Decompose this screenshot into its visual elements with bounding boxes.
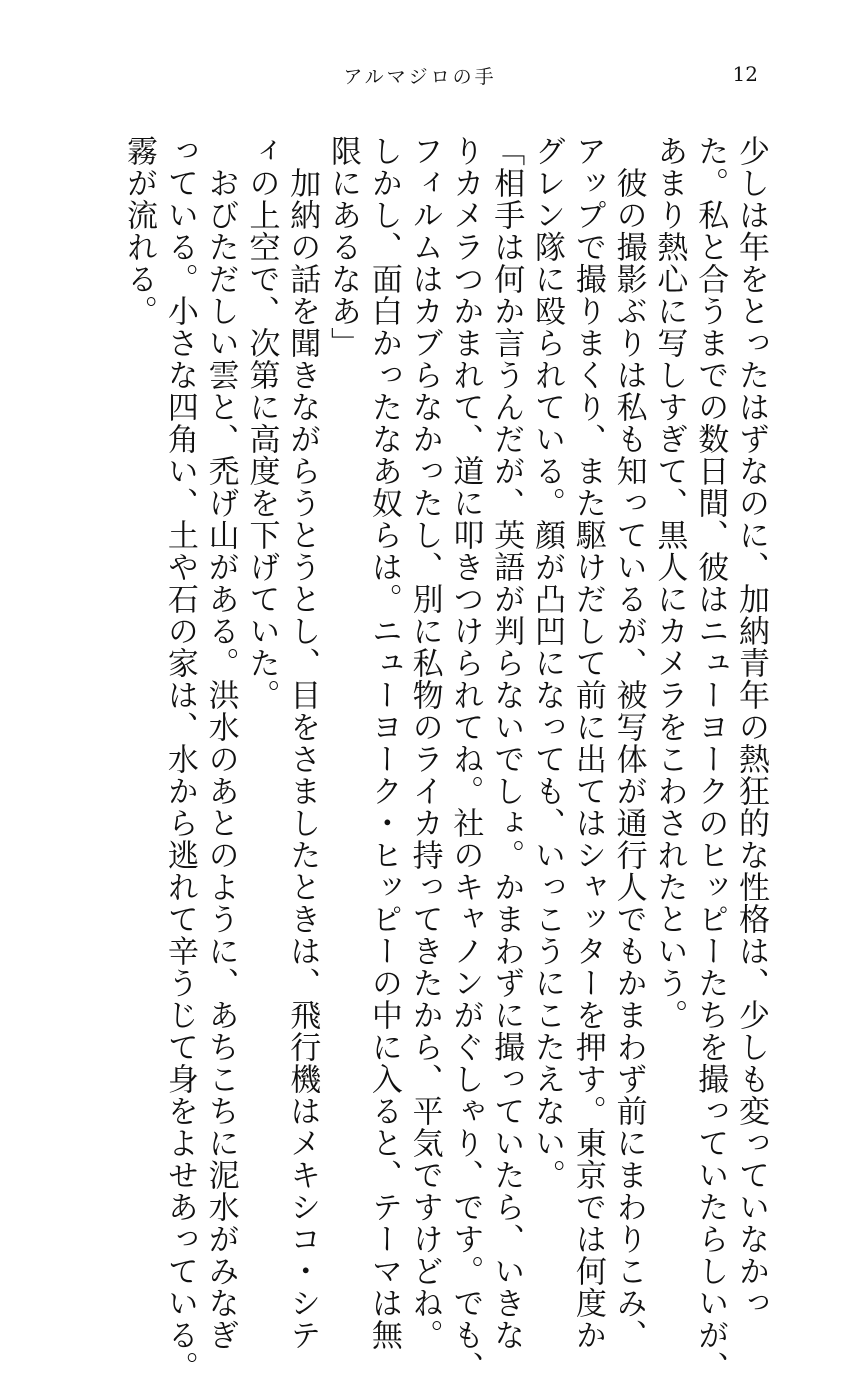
text-line: フィルムはカブらなかったし、別に私物のライカ持ってきたから、平気ですけどね。 (406, 135, 443, 1351)
text-line: りカメラつかまれて、道に叩きつけられてね。社のキャノンがぐしゃり、です。でも、 (447, 135, 484, 1383)
body-text (118, 135, 771, 1383)
text-line: 加納の話を聞きながらうとうとし、目をさましたときは、飛行機はメキシコ・シテ (284, 135, 321, 1351)
text-line: おびただしい雲と、禿げ山がある。洪水のあとのように、あちこちに泥水がみなぎ (202, 135, 239, 1351)
text-line: アップで撮りまくり、また駆けだして前に出てはシャッターを押す。東京では何度か (569, 135, 606, 1351)
text-line: た。私と合うまでの数日間、彼はニューヨークのヒッピーたちを撮っていたらしいが、 (692, 135, 729, 1383)
text-line: グレン隊に殴られている。顔が凸凹になっても、いっこうにこたえない。 (529, 135, 566, 1191)
text-line: 霧が流れる。 (121, 135, 158, 327)
text-line: ィの上空で、次第に高度を下げていた。 (243, 135, 280, 711)
text-line: っている。小さな四角い、土や石の家は、水から逃れて辛うじて身をよせあっている。 (161, 135, 198, 1383)
text-line: あまり熱心に写しすぎて、黒人にカメラをこわされたという。 (651, 135, 688, 1031)
text-line: 彼の撮影ぶりは私も知っているが、被写体が通行人でもかまわず前にまわりこみ、 (610, 135, 647, 1351)
text-line: 限にあるなあ」 (325, 135, 362, 359)
text-line: 少しは年をとったはずなのに、加納青年の熱狂的な性格は、少しも変っていなかっ (733, 135, 769, 1319)
text-line: 「相手は何か言うんだが、英語が判らないでしょ。かまわずに撮っていたら、いきな (488, 135, 525, 1351)
page-number: 12 (732, 62, 758, 86)
running-title: アルマジロの手 (343, 66, 497, 88)
text-line: しかし、面白かったなあ奴らは。ニューヨーク・ヒッピーの中に入ると、テーマは無 (365, 135, 402, 1351)
